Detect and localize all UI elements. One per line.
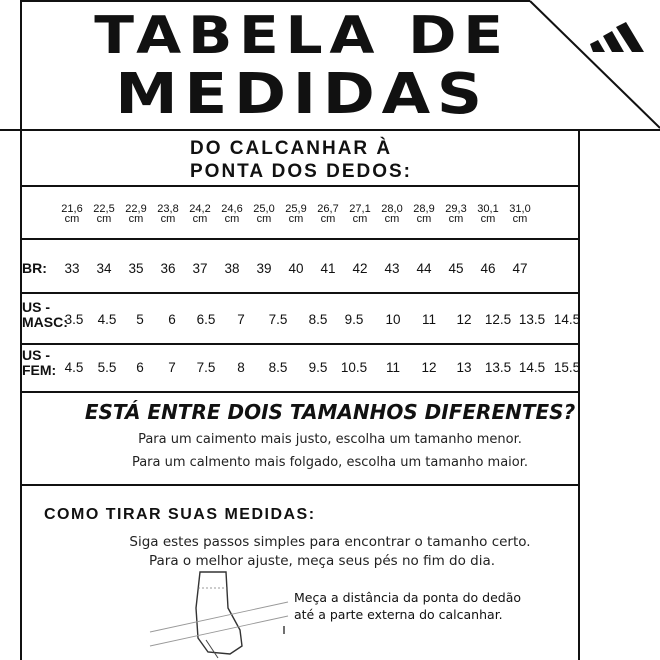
size-value-cell: 39	[256, 261, 272, 276]
instruction-line-2: até a parte externa do calcanhar.	[294, 607, 503, 622]
size-value-cell: 45	[448, 261, 464, 276]
cm-value-cell	[54, 204, 90, 224]
cm-unit: cm	[480, 213, 496, 225]
cm-value: 26,7	[317, 203, 339, 215]
howto-line-1: Siga estes passos simples para encontrar o tamanho certo.	[129, 534, 531, 550]
cm-value: 28,9	[413, 203, 435, 215]
size-value-cell: 10.5	[340, 360, 368, 375]
size-value-cell: 4.5	[64, 360, 84, 375]
cm-value-cell	[374, 204, 410, 224]
cm-value-cell	[278, 204, 314, 224]
row-label	[22, 348, 56, 378]
cm-unit: cm	[512, 213, 528, 225]
cm-value-cell	[214, 204, 250, 224]
cm-value-cell	[438, 204, 474, 224]
divider-after-usf-row	[20, 391, 580, 393]
size-value-cell: 46	[480, 261, 496, 276]
section-heading-line1: DO CALCANHAR À	[190, 138, 393, 159]
cm-value: 28,0	[381, 203, 403, 215]
row-label-line: FEM:	[22, 362, 57, 378]
size-value-cell: 13	[456, 360, 472, 375]
size-value-cell: 7.5	[268, 312, 288, 327]
size-value-cell: 3.5	[64, 312, 84, 327]
size-value-cell: 14.5	[553, 312, 581, 327]
section-heading-line2: PONTA DOS DEDOS:	[190, 161, 413, 182]
size-value-cell: 42	[352, 261, 368, 276]
size-value-cell: 6	[168, 312, 176, 327]
size-value-cell: 6.5	[196, 312, 216, 327]
cm-value-cell	[182, 204, 218, 224]
size-value-cell: 36	[160, 261, 176, 276]
cm-unit: cm	[384, 213, 400, 225]
divider-after-usm-row	[20, 343, 580, 345]
tip-line-1: Para um caimento mais justo, escolha um tamanho menor.	[138, 432, 522, 447]
size-value-cell: 15.5	[553, 360, 581, 375]
size-value-cell: 9.5	[308, 360, 328, 375]
tip-line-2: Para um calmento mais folgado, escolha um tamanho maior.	[131, 455, 529, 470]
cm-value: 29,3	[445, 203, 467, 215]
size-value-cell: 5	[136, 312, 144, 327]
divider-after-section-head	[20, 185, 580, 187]
size-value-cell: 41	[320, 261, 336, 276]
cm-value: 25,9	[285, 203, 307, 215]
divider-after-br-row	[20, 292, 580, 294]
size-value-cell: 12.5	[484, 312, 512, 327]
size-value-cell: 10	[385, 312, 401, 327]
cm-value-cell	[86, 204, 122, 224]
foot-measurement-icon	[148, 568, 294, 660]
cm-unit: cm	[320, 213, 336, 225]
cm-unit: cm	[64, 213, 80, 225]
cm-unit: cm	[224, 213, 240, 225]
size-value-cell: 47	[512, 261, 528, 276]
row-label-line: MASC:	[22, 314, 68, 330]
size-value-cell: 11	[385, 360, 400, 375]
size-value-cell: 33	[64, 261, 80, 276]
cm-unit: cm	[160, 213, 176, 225]
size-value-cell: 38	[224, 261, 240, 276]
cm-value: 31,0	[509, 203, 531, 215]
cm-value-cell	[246, 204, 282, 224]
instruction-line-1: Meça a distância da ponta do dedão	[294, 590, 522, 605]
size-value-cell: 11	[421, 312, 436, 327]
size-value-cell: 8.5	[268, 360, 288, 375]
row-label-line: US -	[22, 347, 50, 363]
row-label: BR:	[22, 260, 47, 276]
cm-unit: cm	[256, 213, 272, 225]
howto-heading: COMO TIRAR SUAS MEDIDAS:	[44, 506, 316, 523]
size-value-cell: 9.5	[344, 312, 364, 327]
cm-value: 27,1	[349, 203, 371, 215]
cm-value: 24,6	[221, 203, 243, 215]
cm-unit: cm	[96, 213, 112, 225]
cm-unit: cm	[192, 213, 208, 225]
adidas-performance-logo-icon	[588, 14, 652, 56]
cm-value: 22,9	[125, 203, 147, 215]
cm-unit: cm	[416, 213, 432, 225]
cm-unit: cm	[448, 213, 464, 225]
cm-value: 30,1	[477, 203, 499, 215]
size-value-cell: 5.5	[97, 360, 117, 375]
frame-right-border	[578, 130, 580, 660]
divider-after-tip	[20, 484, 580, 486]
size-value-cell: 12	[456, 312, 472, 327]
size-value-cell: 8	[237, 360, 245, 375]
size-value-cell: 12	[421, 360, 437, 375]
size-value-cell: 7	[237, 312, 245, 327]
size-value-cell: 13.5	[484, 360, 512, 375]
size-value-cell: 44	[416, 261, 432, 276]
cm-value-cell	[150, 204, 186, 224]
cm-value-cell	[118, 204, 154, 224]
cm-unit: cm	[128, 213, 144, 225]
cm-value-cell	[406, 204, 442, 224]
size-value-cell: 6	[136, 360, 144, 375]
size-value-cell: 37	[192, 261, 208, 276]
cm-value: 23,8	[157, 203, 179, 215]
cm-value-cell	[502, 204, 538, 224]
page-title-line2: MEDIDAS	[115, 62, 489, 127]
size-value-cell: 4.5	[97, 312, 117, 327]
size-value-cell: 13.5	[518, 312, 546, 327]
divider-after-cm-row	[20, 238, 580, 240]
cm-value-cell	[310, 204, 346, 224]
size-value-cell: 7.5	[196, 360, 216, 375]
page-title-line1: TABELA DE	[94, 6, 510, 66]
cm-unit: cm	[288, 213, 304, 225]
row-label-line: US -	[22, 299, 50, 315]
cm-value-cell	[470, 204, 506, 224]
size-value-cell: 40	[288, 261, 304, 276]
size-value-cell: 7	[168, 360, 176, 375]
cm-value: 21,6	[61, 203, 83, 215]
cm-value-cell	[342, 204, 378, 224]
size-value-cell: 35	[128, 261, 144, 276]
howto-line-2: Para o melhor ajuste, meça seus pés no fim do dia.	[148, 553, 496, 569]
cm-value: 24,2	[189, 203, 211, 215]
size-value-cell: 8.5	[308, 312, 328, 327]
size-value-cell: 43	[384, 261, 400, 276]
cm-unit: cm	[352, 213, 368, 225]
size-value-cell: 34	[96, 261, 112, 276]
tip-heading: ESTÁ ENTRE DOIS TAMANHOS DIFERENTES?	[84, 400, 576, 424]
cm-value: 22,5	[93, 203, 115, 215]
cm-value: 25,0	[253, 203, 275, 215]
size-value-cell: 14.5	[518, 360, 546, 375]
